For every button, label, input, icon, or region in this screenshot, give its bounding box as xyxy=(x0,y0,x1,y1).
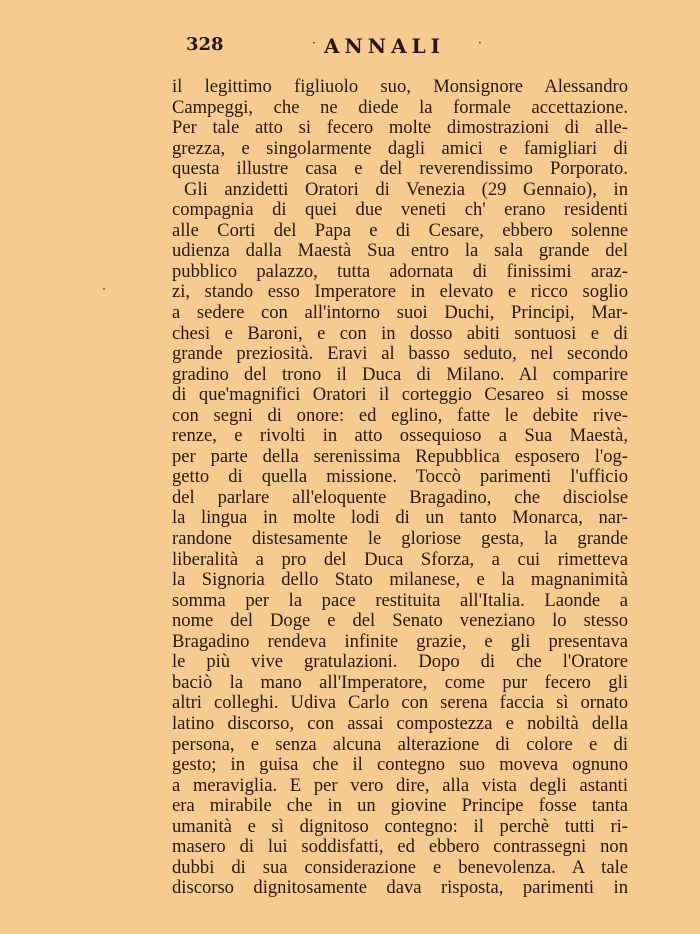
text-line: la Signoria dello Stato milanese, e la magnanimità xyxy=(172,569,628,591)
text-line: masero di lui soddisfatti, ed ebbero contrassegni non xyxy=(172,836,628,858)
text-line: compagnia di quei due veneti ch' erano residenti xyxy=(172,199,628,221)
text-line: nome del Doge e del Senato veneziano lo stesso xyxy=(172,610,628,632)
running-title: ANNALI xyxy=(324,34,446,58)
text-line: randone distesamente le gloriose gesta, la grande xyxy=(172,528,628,550)
text-line: udienza dalla Maestà Sua entro la sala grande del xyxy=(172,240,628,262)
text-line: questa illustre casa e del reverendissimo Porporato. xyxy=(172,158,628,180)
text-line: le più vive gratulazioni. Dopo di che l'Oratore xyxy=(172,651,628,673)
header-ornament-left: · xyxy=(312,36,316,50)
text-line: di que'magnifici Oratori il corteggio Cesareo si mosse xyxy=(172,384,628,406)
text-line: alle Corti del Papa e di Cesare, ebbero solenne xyxy=(172,219,628,241)
text-line: liberalità a pro del Duca Sforza, a cui rimetteva xyxy=(172,548,628,570)
text-line: grezza, e singolarmente dagli amici e famigliari di xyxy=(172,137,628,159)
text-line: Campeggi, che ne diede la formale accettazione. xyxy=(172,96,628,118)
text-line: altri colleghi. Udiva Carlo con serena faccia sì ornato xyxy=(172,692,628,714)
header-ornament-right: · xyxy=(478,36,482,50)
page-number: 328 xyxy=(186,34,224,55)
text-line: persona, e senza alcuna alterazione di colore e di xyxy=(172,733,628,755)
text-line: la lingua in molte lodi di un tanto Monarca, nar- xyxy=(172,507,628,529)
text-line: per parte della serenissima Repubblica esposero l'og- xyxy=(172,445,628,467)
text-line: baciò la mano all'Imperatore, come pur fecero gli xyxy=(172,671,628,693)
text-line: a sedere con all'intorno suoi Duchi, Principi, Mar- xyxy=(172,302,628,324)
text-line: era mirabile che in un giovine Principe fosse tanta xyxy=(172,795,628,817)
text-line: chesi e Baroni, e con in dosso abiti sontuosi e di xyxy=(172,322,628,344)
text-line: umanità e sì dignitoso contegno: il perchè tutti ri- xyxy=(172,815,628,837)
text-line: renze, e rivolti in atto ossequioso a Sua Maestà, xyxy=(172,425,628,447)
text-line: del parlare all'eloquente Bragadino, che disciolse xyxy=(172,486,628,508)
text-line: gesto; in guisa che il contegno suo moveva ognuno xyxy=(172,754,628,776)
text-line: getto di quella missione. Toccò parimenti l'ufficio xyxy=(172,466,628,488)
text-line: con segni di onore: ed eglino, fatte le debite rive- xyxy=(172,404,628,426)
text-line: gradino del trono il Duca di Milano. Al comparire xyxy=(172,363,628,385)
text-line: discorso dignitosamente dava risposta, parimenti in xyxy=(172,877,628,899)
text-line: pubblico palazzo, tutta adornata di finissimi araz- xyxy=(172,260,628,282)
paragraph-first-line: Gli anzidetti Oratori di Venezia (29 Gennaio), in xyxy=(184,178,628,200)
text-line: zi, stando esso Imperatore in elevato e ricco soglio xyxy=(172,281,628,303)
text-line: latino discorso, con assai compostezza e nobiltà della xyxy=(172,712,628,734)
text-line: il legittimo figliuolo suo, Monsignore Alessandro xyxy=(172,76,628,97)
text-line: Bragadino rendeva infinite grazie, e gli presentava xyxy=(172,630,628,652)
text-line: grande preziosità. Eravi al basso seduto, nel secondo xyxy=(172,343,628,365)
paper-speck xyxy=(103,288,105,290)
text-line: a meraviglia. E per vero dire, alla vista degli astanti xyxy=(172,774,628,796)
text-line: Per tale atto si fecero molte dimostrazioni di alle- xyxy=(172,117,628,139)
body-text xyxy=(172,77,628,899)
page-header xyxy=(186,34,486,60)
text-line: dubbi di sua considerazione e benevolenza. A tale xyxy=(172,856,628,878)
text-line: somma per la pace restituita all'Italia. Laonde a xyxy=(172,589,628,611)
